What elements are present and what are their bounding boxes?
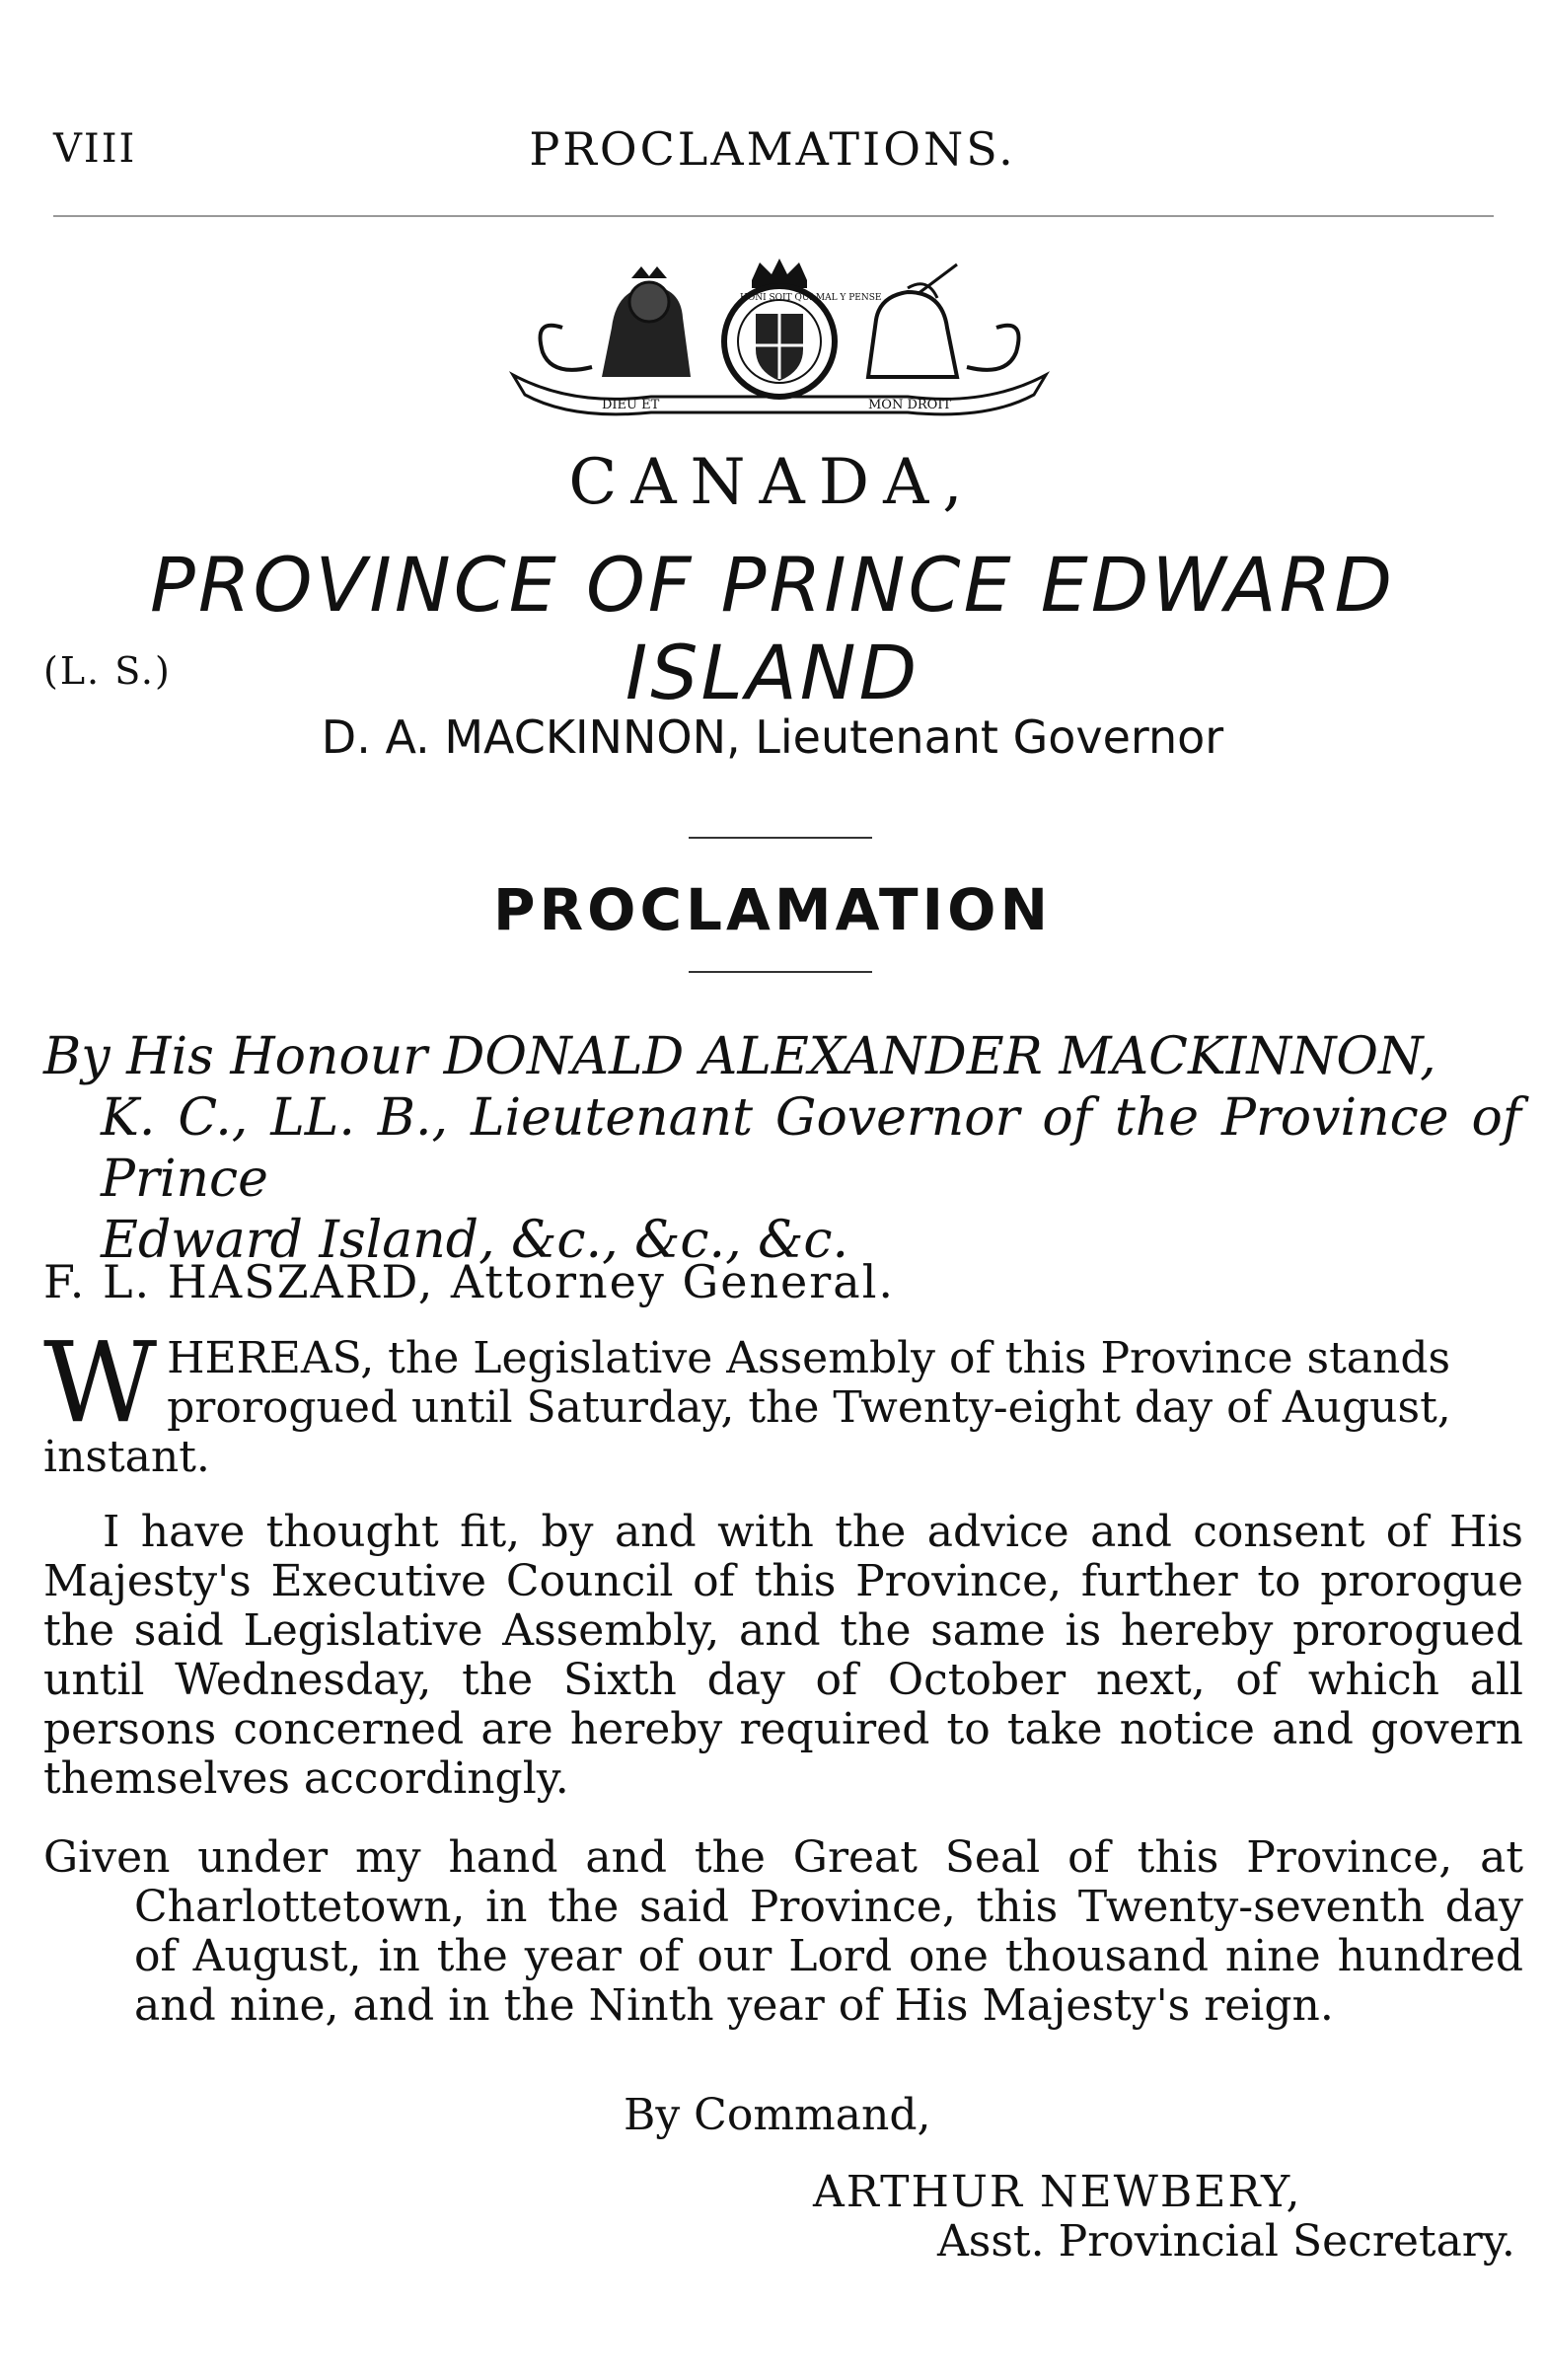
honour-line: K. C., LL. B., Lieutenant Governor of the Province of Prince (101, 1088, 1521, 1209)
attorney-general-line: F. L. HASZARD, Attorney General. (43, 1255, 896, 1308)
garter-motto: HONI SOIT QUI MAL Y PENSE (740, 293, 882, 303)
province-heading: PROVINCE OF PRINCE EDWARD ISLAND (149, 541, 1396, 716)
royal-coat-of-arms-icon (493, 259, 1066, 426)
signer-title: Asst. Provincial Secretary. (937, 2216, 1515, 2267)
seal-mark: (L. S.) (43, 649, 172, 693)
running-head: PROCLAMATIONS. (529, 122, 1016, 176)
page-number: VIII (53, 126, 137, 172)
header-rule (53, 215, 1494, 217)
prorogue-paragraph: I have thought fit, by and with the advice and consent of His Majesty's Executive Council of this Province, further to prorogue the said Legislative Assembly, and the same is hereby prorogued until Wednesday, the Sixth day of October next, of which all persons concerned are hereby required to take notice and govern themselves accordingly. (43, 1507, 1523, 1804)
divider-rule (689, 971, 872, 973)
signer-name: ARTHUR NEWBERY, (813, 2167, 1302, 2217)
proclamation-heading: PROCLAMATION (493, 876, 1052, 943)
paragraph-line: prorogued until Saturday, the Twenty-eight day of August, (167, 1382, 1451, 1433)
drop-cap: W (43, 1319, 158, 1448)
paragraph-line: HEREAS, the Legislative Assembly of this Province stands (167, 1333, 1451, 1383)
honour-line: By His Honour DONALD ALEXANDER MACKINNON, (43, 1027, 1436, 1086)
motto-left: DIEU ET (602, 398, 660, 412)
divider-rule (689, 837, 872, 839)
whereas-paragraph (43, 1319, 1523, 1482)
country-heading: CANADA, (568, 446, 977, 519)
motto-right: MON DROIT (868, 398, 952, 412)
governor-line: D. A. MACKINNON, Lieutenant Governor (321, 710, 1224, 764)
honour-block (43, 1026, 1521, 1271)
by-command: By Command, (624, 2090, 931, 2140)
given-paragraph: Given under my hand and the Great Seal of this Province, at Charlottetown, in the said Province, this Twenty-seventh day of August, in the year of our Lord one thousand nine hundred and nine, and in the Ninth year of His Majesty's reign. (43, 1832, 1523, 2031)
paragraph-line: instant. (43, 1432, 210, 1482)
honour-line: Edward Island, &c., &c., &c. (101, 1211, 849, 1270)
